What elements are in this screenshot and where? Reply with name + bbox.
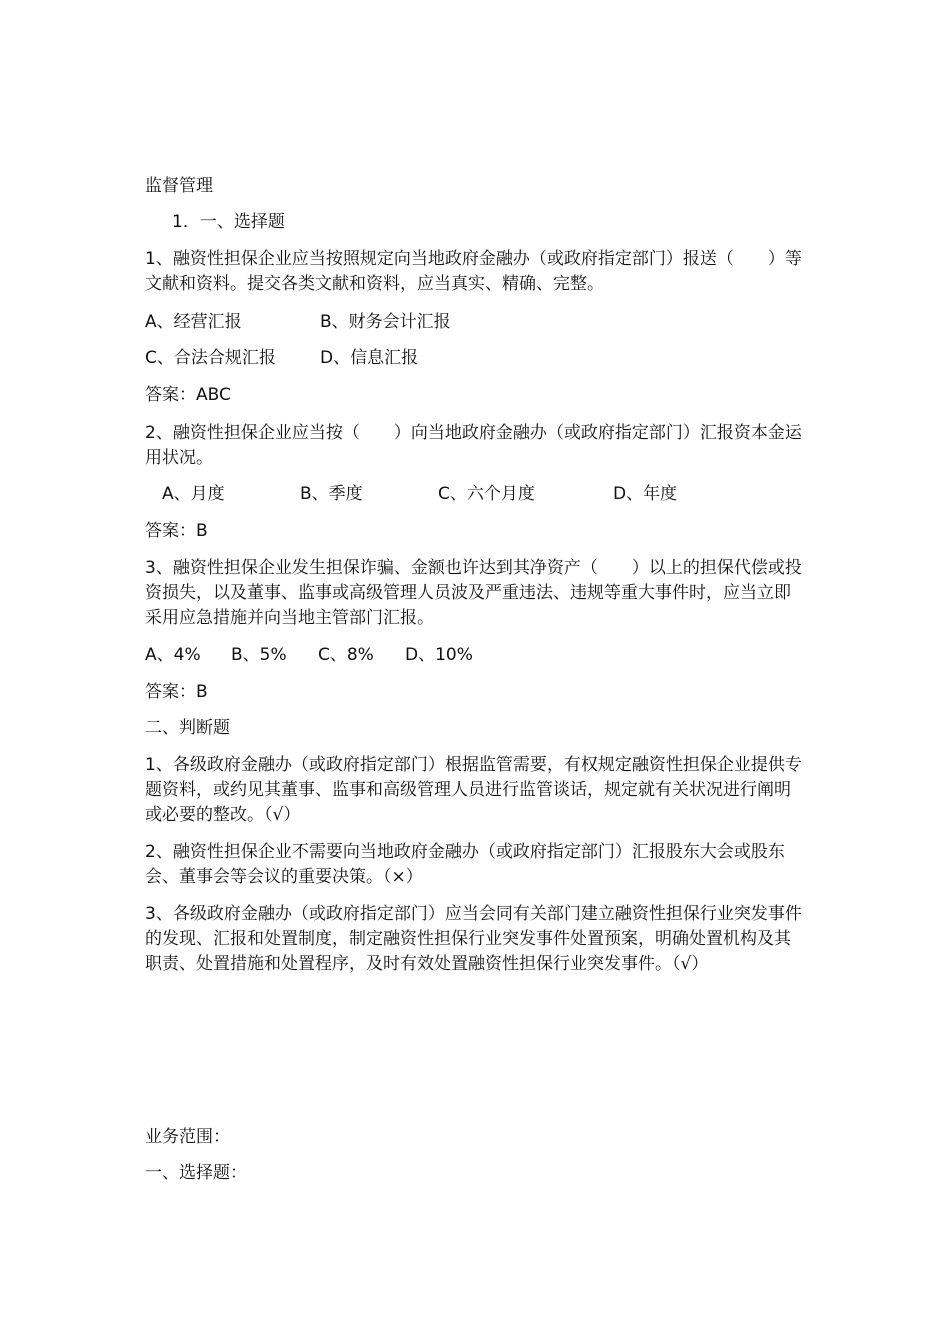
question-3-stem: 3、融资性担保企业发生担保诈骗、金额也许达到其净资产（ ）以上的担保代偿或投资损失，以及董事、监事或高级管理人员波及严重违法、违规等重大事件时，应当立即采用应急措施并向当地主管部门汇报。 bbox=[145, 558, 802, 628]
question-1-option-a: A、经营汇报 bbox=[145, 312, 242, 332]
question-2-answer: 答案：B bbox=[145, 521, 208, 541]
question-3-answer: 答案：B bbox=[145, 682, 208, 702]
question-3-option-d: D、10% bbox=[405, 645, 473, 665]
question-3-option-a: A、4% bbox=[145, 645, 201, 665]
judgement-2: 2、融资性担保企业不需要向当地政府金融办（或政府指定部门）汇报股东大会或股东会、董事会等会议的重要决策。（×） bbox=[145, 842, 785, 887]
question-2-option-a: A、月度 bbox=[162, 484, 225, 504]
question-2-stem: 2、融资性担保企业应当按（ ）向当地政府金融办（或政府指定部门）汇报资本金运用状况。 bbox=[145, 423, 802, 468]
judgement-3: 3、各级政府金融办（或政府指定部门）应当会同有关部门建立融资性担保行业突发事件的发现、汇报和处置制度，制定融资性担保行业突发事件处置预案，明确处置机构及其职责、处置措施和处置程序，及时有效处置融资性担保行业突发事件。（√） bbox=[145, 904, 802, 974]
question-2-option-b: B、季度 bbox=[300, 484, 363, 504]
judge-heading: 二、判断题 bbox=[145, 718, 230, 738]
question-1-option-d: D、信息汇报 bbox=[320, 348, 419, 368]
question-1-stem: 1、融资性担保企业应当按照规定向当地政府金融办（或政府指定部门）报送（ ）等文献和资料。提交各类文献和资料，应当真实、精确、完整。 bbox=[145, 249, 802, 294]
question-2-option-c: C、六个月度 bbox=[438, 484, 535, 504]
business-choice-heading: 一、选择题： bbox=[145, 1163, 247, 1183]
question-1-option-b: B、财务会计汇报 bbox=[320, 312, 451, 332]
question-2-option-d: D、年度 bbox=[613, 484, 678, 504]
question-1-option-c: C、合法合规汇报 bbox=[145, 348, 276, 368]
section-title-supervision: 监督管理 bbox=[145, 176, 213, 196]
question-1-answer: 答案：ABC bbox=[145, 385, 231, 405]
question-3-option-b: B、5% bbox=[231, 645, 287, 665]
section-title-business-scope: 业务范围： bbox=[145, 1127, 230, 1147]
judgement-1: 1、各级政府金融办（或政府指定部门）根据监管需要，有权规定融资性担保企业提供专题资料，或约见其董事、监事和高级管理人员进行监管谈话，规定就有关状况进行阐明或必要的整改。（√） bbox=[145, 755, 802, 825]
choice-heading: 1．一、选择题 bbox=[172, 212, 285, 232]
question-3-option-c: C、8% bbox=[318, 645, 374, 665]
